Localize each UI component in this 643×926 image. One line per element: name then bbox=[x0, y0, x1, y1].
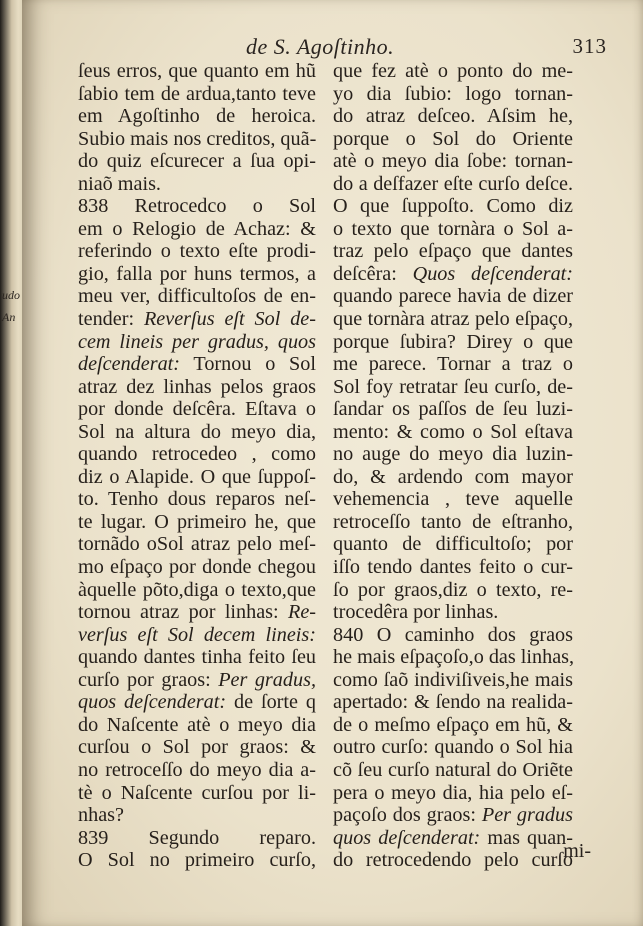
catchword: mi- bbox=[563, 840, 591, 862]
text-line: no auge do meyo dia luzin- bbox=[333, 443, 573, 466]
page-number: 313 bbox=[572, 34, 607, 58]
text-line: quando retrocedeo , como bbox=[78, 443, 316, 466]
text-line: quanto de difficultoſo; por bbox=[333, 533, 573, 556]
text-line: O Sol no primeiro curſo, bbox=[78, 849, 316, 872]
text-line: referindo o texto eſte prodi- bbox=[78, 240, 316, 263]
text-line: meu ver, difficultoſos de en- bbox=[78, 285, 316, 308]
text-line: mento: & como o Sol eſtava bbox=[333, 420, 573, 443]
text-line: no retroceſſo do meyo dia a- bbox=[78, 758, 316, 781]
text-line: apertado: & ſendo na realida- bbox=[333, 691, 573, 714]
text-line: do quiz eſcurecer a ſua opi- bbox=[78, 150, 316, 173]
text-line: ſabio tem de ardua,tanto teve bbox=[78, 82, 316, 105]
text-line: em o Relogio de Achaz: & bbox=[78, 217, 316, 240]
text-line: tender: Reverſus eſt Sol de- bbox=[78, 308, 316, 331]
text-line: gio, falla por huns termos, a bbox=[78, 262, 316, 285]
text-line: tornou atraz por linhas: Re- bbox=[78, 601, 316, 624]
text-line: como ſaõ indiviſiveis,he mais bbox=[333, 668, 573, 691]
text-line: que tornàra atraz pelo eſpaço, bbox=[333, 308, 573, 331]
text-line: trocedêra por linhas. bbox=[333, 601, 499, 624]
text-line: mo eſpaço por donde chegou bbox=[78, 556, 316, 579]
text-line: Sol foy retratar ſeu curſo, de- bbox=[333, 375, 573, 398]
right-text-column bbox=[333, 60, 573, 872]
text-line: 839 Segundo reparo. bbox=[78, 826, 316, 849]
text-line: diz o Alapide. O que ſuppoſ- bbox=[78, 465, 316, 488]
text-line: traz pelo eſpaço que dantes bbox=[333, 240, 573, 263]
page-footer bbox=[22, 838, 643, 862]
text-line: outro curſo: quando o Sol hia bbox=[333, 736, 573, 759]
margin-fragment: An bbox=[2, 310, 16, 324]
text-line: deſcêra: Quos deſcenderat: bbox=[333, 262, 574, 285]
text-line: niaõ mais. bbox=[78, 172, 161, 195]
text-line: Sol na altura do meyo dia, bbox=[78, 420, 316, 443]
text-line: porque ſubira? Direy o que bbox=[333, 330, 573, 353]
text-line: quando dantes tinha feito ſeu bbox=[78, 646, 316, 669]
text-line: do a deſfazer eſte curſo deſce. bbox=[333, 172, 573, 195]
text-line: quos deſcenderat: mas quan- bbox=[333, 826, 574, 849]
text-line: cõ ſeu curſo natural do Oriẽte bbox=[333, 758, 573, 781]
text-line: do retrocedendo pelo curſo bbox=[333, 849, 573, 872]
text-line: retroceſſo tanto de eſtranho, bbox=[333, 510, 573, 533]
text-line: que fez atè o ponto do me- bbox=[333, 60, 573, 82]
margin-fragment: udo bbox=[2, 288, 20, 302]
text-line: to. Tenho dous reparos neſ- bbox=[78, 488, 316, 511]
text-line: 840 O caminho dos graos bbox=[333, 623, 573, 646]
running-head: de S. Agoſtinho. bbox=[246, 34, 395, 59]
text-line: he mais eſpaçoſo,o das linhas, bbox=[333, 646, 575, 669]
text-line: de o meſmo eſpaço em hũ, & bbox=[333, 713, 573, 736]
text-line: 838 Retrocedco o Sol bbox=[78, 195, 316, 218]
page-header bbox=[22, 34, 643, 60]
text-line: àquelle põto,diga o texto,que bbox=[78, 578, 316, 601]
text-line: O que ſuppoſto. Como diz bbox=[333, 195, 573, 218]
text-line: porque o Sol do Oriente bbox=[333, 127, 573, 150]
text-line: me parece. Tornar a traz o bbox=[333, 353, 573, 376]
text-line: ſeus erros, que quanto em hũ bbox=[78, 60, 316, 82]
text-line: curſou o Sol por graos: & bbox=[78, 736, 316, 759]
text-line: tè o Naſcente curſou por li- bbox=[78, 781, 316, 804]
text-line: em Agoſtinho de heroica. bbox=[78, 105, 316, 128]
text-line: curſo por graos: Per gradus, bbox=[78, 668, 316, 691]
text-line: te lugar. O primeiro he, que bbox=[78, 510, 316, 533]
text-line: Subio mais nos creditos, quã- bbox=[78, 127, 317, 150]
text-line: tornãdo oSol atraz pelo meſ- bbox=[78, 533, 316, 556]
text-line: do, & ardendo com mayor bbox=[333, 465, 573, 488]
text-line: yo dia ſubio: logo tornan- bbox=[333, 82, 573, 105]
text-line: cem lineis per gradus, quos bbox=[78, 330, 316, 353]
text-line: vehemencia , teve aquelle bbox=[333, 488, 573, 511]
text-line: pera o meyo dia, hia pelo eſ- bbox=[333, 781, 573, 804]
text-line: ſo por graos,diz o texto, re- bbox=[333, 578, 573, 601]
text-line: iſſo tendo dantes feito o cur- bbox=[333, 556, 573, 579]
text-line: do Naſcente atè o meyo dia bbox=[78, 713, 316, 736]
text-line: o texto que tornàra o Sol a- bbox=[333, 217, 573, 240]
left-text-column bbox=[78, 60, 316, 872]
text-line: atraz dez linhas pelos graos bbox=[78, 375, 316, 398]
text-line: paçoſo dos graos: Per gradus bbox=[333, 804, 573, 827]
text-line: verſus eſt Sol decem lineis: bbox=[78, 623, 316, 646]
book-page bbox=[22, 0, 643, 926]
text-line: atè o meyo dia ſobe: tornan- bbox=[333, 150, 573, 173]
text-line: deſcenderat: Tornou o Sol bbox=[78, 353, 316, 376]
text-line: ſandar os paſſos de ſeu luzi- bbox=[333, 398, 573, 421]
text-line: quos deſcenderat: de ſorte q bbox=[78, 691, 316, 714]
text-line: por donde deſcêra. Eſtava o bbox=[78, 398, 316, 421]
text-line: nhas? bbox=[78, 804, 124, 827]
text-line: do atraz deſceo. Aſsim he, bbox=[333, 105, 573, 128]
text-line: quando parece havia de dizer bbox=[333, 285, 573, 308]
